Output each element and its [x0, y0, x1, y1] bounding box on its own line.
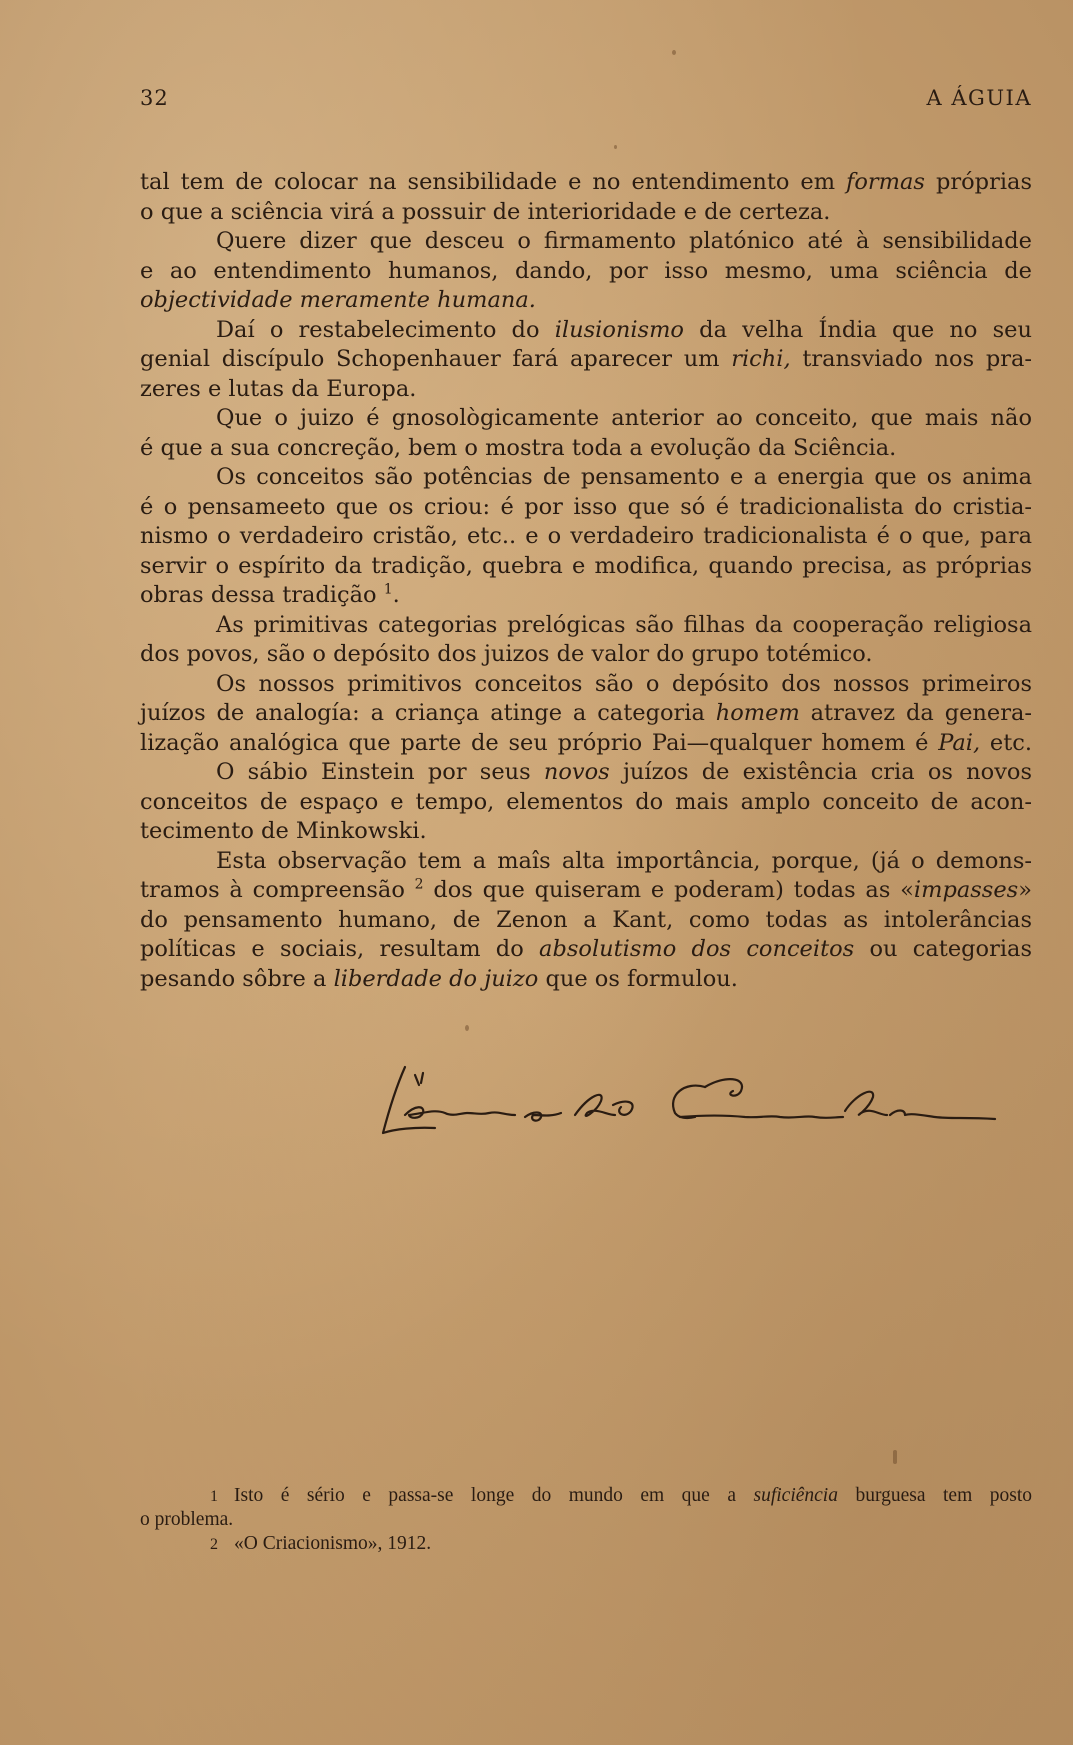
page-number: 32 [140, 86, 169, 110]
text-line: dos povos, são o depósito dos juizos de valor do grupo totémico. [140, 641, 873, 667]
text-line: zeres e lutas da Europa. [140, 375, 417, 402]
paper-speck [465, 1025, 469, 1031]
handwritten-signature [375, 1055, 1025, 1155]
footnote-mark: 2 [210, 1536, 218, 1553]
text-line: e ao entendimento humanos, dando, por isso mesmo, uma sciência de [140, 257, 1032, 284]
text-line: Os conceitos são potências de pensamento e a energia que os anima [216, 464, 1032, 490]
footnote-1: 1 Isto é sério e passa-se longe do mundo em que a suficiência burguesa tem posto [210, 1485, 1032, 1506]
text-line: genial discípulo Schopenhauer fará aparecer um richi, transviado nos pra- [140, 346, 1032, 372]
text-line: Quere dizer que desceu o firmamento platónico até à sensibilidade [216, 228, 1032, 254]
text-line: tramos à compreensão $^2$ dos que quiseram e poderam) todas as «impasses» [140, 876, 1032, 903]
footnotes [140, 1484, 1032, 1556]
text-line: tecimento de Minkowski. [140, 818, 427, 844]
text-line: lização analógica que parte de seu próprio Pai—qualquer homem é Pai, etc. [140, 729, 1032, 756]
text-line: é que a sua concreção, bem o mostra toda a evolução da Sciência. [140, 434, 897, 461]
paper-speck [614, 145, 617, 149]
footnote-1-continuation: o problema. [140, 1509, 234, 1530]
text-line: nismo o verdadeiro cristão, etc.. e o verdadeiro tradicionalista é o que, para [140, 523, 1032, 549]
footnote-mark: 1 [210, 1488, 218, 1505]
text-line: pesando sôbre a liberdade do juizo que os formulou. [140, 965, 738, 992]
text-line: Esta observação tem a maîs alta importância, porque, (já o demons- [216, 847, 1032, 874]
text-line: objectividade meramente humana. [140, 287, 536, 313]
text-line: conceitos de espaço e tempo, elementos do mais amplo conceito de acon- [140, 788, 1032, 815]
text-line: As primitivas categorias prelógicas são filhas da cooperação religiosa [216, 611, 1032, 638]
text-line: obras dessa tradição $^1$. [140, 581, 400, 608]
paper-speck [672, 50, 676, 55]
paper-speck [893, 1450, 897, 1464]
text-line: é o pensameeto que os criou: é por isso que só é tradicionalista do cristia- [140, 493, 1032, 520]
page-header [140, 86, 1032, 116]
text-line: Daí o restabelecimento do ilusionismo da velha Índia que no seu [216, 316, 1032, 343]
footnote-ref: 2 [414, 876, 424, 893]
text-line: servir o espírito da tradição, quebra e modifica, quando precisa, as próprias [140, 552, 1032, 579]
text-line: juízos de analogía: a criança atinge a categoria homem atravez da genera- [140, 700, 1032, 726]
text-line: políticas e sociais, resultam do absolutismo dos conceitos ou categorias [140, 936, 1033, 962]
text-line: tal tem de colocar na sensibilidade e no entendimento em formas próprias [140, 169, 1032, 195]
text-line: O sábio Einstein por seus novos juízos de existência cria os novos [216, 759, 1032, 785]
footnote-ref: 1 [383, 581, 393, 598]
body-text [140, 168, 1032, 994]
text-line: Que o juizo é gnosològicamente anterior ao conceito, que mais não [216, 405, 1032, 431]
text-line: Os nossos primitivos conceitos são o depósito dos nossos primeiros [216, 670, 1032, 697]
footnote-2: 2 «O Criacionismo», 1912. [210, 1533, 432, 1554]
text-line: do pensamento humano, de Zenon a Kant, como todas as intolerâncias [140, 906, 1032, 933]
text-line: o que a sciência virá a possuir de interioridade e de certeza. [140, 198, 831, 225]
running-head: A ÁGUIA [926, 86, 1032, 110]
